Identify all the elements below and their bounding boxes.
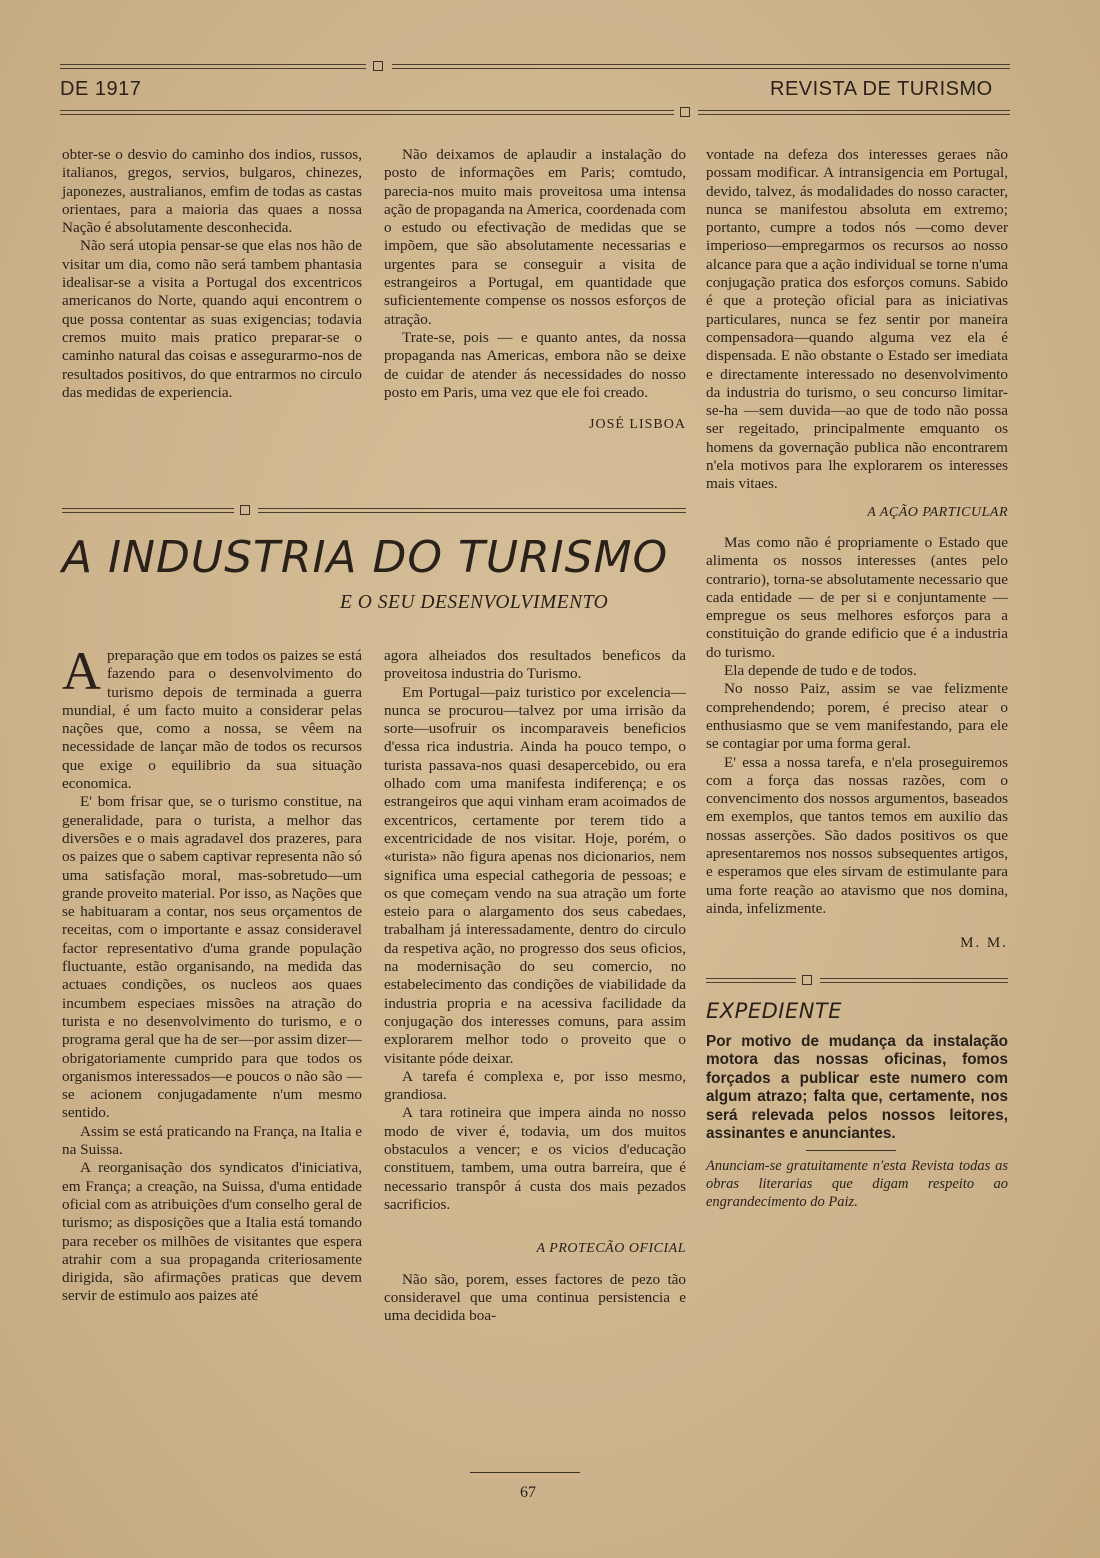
article2-title: A INDUSTRIA DO TURISMO xyxy=(62,532,669,583)
article1-col2-para2: Trate-se, pois — e quanto antes, da nossa propaganda nas Americas, embora não se deixe de cuidar de atender ás necessidades do nosso posto em Paris, uma vez que ele foi creado. xyxy=(384,328,686,401)
article2-column3 xyxy=(706,146,1008,1211)
article2-column1 xyxy=(62,641,362,1306)
article2-col2-para1: agora alheiados dos resultados beneficos da proveitosa industria do Turismo. xyxy=(384,647,686,683)
drop-cap: A xyxy=(62,641,101,701)
article2-signature: M. M. xyxy=(960,935,1008,952)
article2-col3-para3: Ela depende de tudo e de todos. xyxy=(724,662,917,680)
article2-col3-para2: Mas como não é propriamente o Estado que alimenta os nossos interesses (antes pelo contrario), torna-se absolutamente necessario que cada entidade — de per si e conjuntamente —empregue os seus melhores esforços para a constituição do grande edificio que é a industria do turismo. xyxy=(706,533,1008,661)
article2-col1-para1 xyxy=(62,641,362,793)
page-number-rule xyxy=(470,1472,580,1473)
page-number: 67 xyxy=(520,1484,536,1501)
article1-column2 xyxy=(384,146,686,434)
article2-col1-para4: A reorganisação dos syndicatos d'iniciativa, em França; a creação, na Suissa, d'uma entidade oficial com as atribuições d'um conselho geral de turismo; as disposições que a Italia está tomando para receber os milhões de visitantes que espera atrahir com a sua propaganda criteriosamente dirigida, são afirmações praticas que devem servir de estimulo aos paizes até xyxy=(62,1159,362,1305)
article2-col2-para4: A tara rotineira que impera ainda no nosso modo de viver é, todavia, um dos muitos obstaculos a vencer; e os vicios d'educação constituem, tambem, uma outra barreira, que é necessario transpôr á custa dos mais pezados sacrificios. xyxy=(384,1104,686,1213)
header-top-rule-left xyxy=(60,64,366,69)
expediente-body: Por motivo de mudança da instalação motora das nossas oficinas, fomos forçados a publicar este numero com algum atrazo; falta que, certamente, nos será relevada pelos nossos leitores, assinantes e anunciantes. xyxy=(706,1032,1008,1143)
ornament-square-icon xyxy=(240,505,250,515)
article2-col2-para2: Em Portugal—paiz turistico por excelencia—nunca se procurou—talvez por uma irrisão da sorte—usofruir os incomparaveis beneficios d'essa rica industria. Ainda ha pouco tempo, o turista passava-nos quasi desapercebido, ou era olhado com uma manifesta indiferença; e os estrangeiros que aqui vinham eram acoimados de excentricos, certamente por terem tido a excentricidade de nos visitar. Hoje, porém, o «turista» não figura apenas nos dicionarios, nem significa uma especial cathegoria de pessoas; e os que começam vendo na sua atração um forte esteio para o alargamento dos seus cabedaes, trabalham já interessadamente, dentro do circulo da respetiva ação, no progresso dos seus oficios, na modernisação do seu comercio, no estabelecimento das condições de viabilidade da industria propria e na acessiva facilidade da conjugação dos interesses comuns, para assim explorarem melhor todo o proveito que o visitante póde deixar. xyxy=(384,683,686,1067)
article2-column2 xyxy=(384,647,686,1325)
article2-col3-para5: E' essa a nossa tarefa, e n'ela proseguiremos com a força das nossas razões, com o convencimento dos nossos argumentos, baseados em exemplos, que tantos temos em auxilio das nossas asserções. São dados positivos os que apresentaremos nos nossos subsequentes artigos, e esperamos que eles sirvam de estimulante para uma forte reação ao atavismo que nos domina, ainda, infelizmente. xyxy=(706,753,1008,917)
section-heading-acao-particular: A AÇÃO PARTICULAR xyxy=(867,504,1008,520)
header-top-rule-right xyxy=(392,64,1010,69)
expediente-divider xyxy=(806,1150,896,1151)
section-heading-protecao-oficial: A PROTECÃO OFICIAL xyxy=(536,1241,686,1257)
article2-col3-para4: No nosso Paiz, assim se vae felizmente comprehendendo; porem, é preciso atear o enthusiasmo que se vem manifestando, para ele se contagiar por uma forma geral. xyxy=(706,680,1008,753)
article2-col1-para1-text: preparação que em todos os paizes se está fazendo para o desenvolvimento do turismo depois de terminada a guerra mundial, é um facto muito a considerar pelas nações que, como a nossa, se vêem na necessidade de lançar mão de todos os recursos que exige o equilibrio da sua situação economica. xyxy=(62,647,362,793)
expediente-rule-right xyxy=(820,978,1008,983)
article1-col1-para2: Não será utopia pensar-se que elas nos hão de visitar um dia, como não será tambem phantasia idealisar-se a visita a Portugal dos excentricos americanos do Norte, quando aqui encontrem o que possa contentar as suas exigencias; todavia cremos muito mais pratico preparar-se o caminho natural das coisas e assegurarmo-nos de resultados positivos, do que entrarmos no circulo das medidas de experiencia. xyxy=(62,237,362,401)
ornament-square-icon xyxy=(802,975,812,985)
article2-col2-para3: A tarefa é complexa e, por isso mesmo, grandiosa. xyxy=(384,1067,686,1104)
title-rule-left xyxy=(62,508,234,513)
article1-column1 xyxy=(62,146,362,402)
header-journal-title: REVISTA DE TURISMO xyxy=(770,78,993,100)
header-bottom-rule-left xyxy=(60,110,674,115)
article1-col2-para1: Não deixamos de aplaudir a instalação do posto de informações em Paris; comtudo, parecia-nos muito mais proveitosa uma intensa ação de propaganda na America, coordenada com o estudo ou efectivação de medidas que se impõem, que são absolutamente necessarias e urgentes para se conseguir a visita de estrangeiros a Portugal, em quantidade que suficientemente compense os nossos esforços de atração. xyxy=(384,146,686,328)
header-bottom-rule-right xyxy=(698,110,1010,115)
header-date: DE 1917 xyxy=(60,78,142,100)
article2-col1-para3: Assim se está praticando na França, na Italia e na Suissa. xyxy=(62,1122,362,1159)
expediente-title: EXPEDIENTE xyxy=(706,999,843,1024)
article1-col1-para1: obter-se o desvio do caminho dos indios, russos, italianos, gregos, servios, bulgaros, chinezes, japonezes, australianos, emfim de todas as castas orientaes, para a maioria das quaes a nossa Nação é absolutamente desconhecida. xyxy=(62,146,362,237)
article2-subtitle: E O SEU DESENVOLVIMENTO xyxy=(340,592,609,613)
article2-col1-para2: E' bom frisar que, se o turismo constitue, na generalidade, para o turista, a melhor das diversões e o mais agradavel dos prazeres, para os paizes que o sabem captivar representa não só uma satisfação moral, mas-sobretudo—um grande proveito material. Por isso, as Nações que se habituaram a contar, nos seus orçamentos de receitas, com o importante e assaz consideravel factor representativo d'uma grande população fluctuante, estão organisando, na medida das actuaes condições, os nucleos aos quaes incumbem especiaes missões na atração do turista e no desenvolvimento do turismo, e o programa geral que ha de ser—por assim dizer—obrigatoriamente cumprido para que todos os organismos interessados—e poucos o não são —se acionem conjugadamente n'um mesmo sentido. xyxy=(62,793,362,1122)
title-rule-right xyxy=(258,508,686,513)
article1-signature: JOSÉ LISBOA xyxy=(589,417,686,433)
article2-col3-para1: vontade na defeza dos interesses geraes não possam modificar. A intransigencia em Portugal, devido, talvez, ás modalidades do nosso caracter, nunca se manifestou absoluta em extremo; portanto, cumpre a todos nós —como dever imperioso—empregarmos os recursos ao nosso alcance para que a ação individual se torne n'uma conjugação pratica dos esforços comuns. Sabido é que a proteção oficial para as iniciativas particulares, nunca se fez sentir por maneira compensadora—quando alguma vez ela é dispensada. E não obstante o Estado ser imediata e directamente interessado no desenvolvimento da industria do turismo, o seu concurso limitar-se-ha —sem duvida—ao que de todo não possa ser regeitado, principalmente emquanto os homens da governação publica não encontrarem n'ela motivos para lhe explorarem os interesses mais vitaes. xyxy=(706,146,1008,493)
expediente-rule-left xyxy=(706,978,796,983)
expediente-separator xyxy=(706,970,1008,990)
article2-col2-para5: Não são, porem, esses factores de pezo tão consideravel que uma continua persistencia e uma decidida boa- xyxy=(384,1270,686,1325)
expediente-note: Anunciam-se gratuitamente n'esta Revista todas as obras literarias que digam respeito ao engrandecimento do Paiz. xyxy=(706,1157,1008,1210)
ornament-square-icon xyxy=(680,107,690,117)
ornament-square-icon xyxy=(373,61,383,71)
